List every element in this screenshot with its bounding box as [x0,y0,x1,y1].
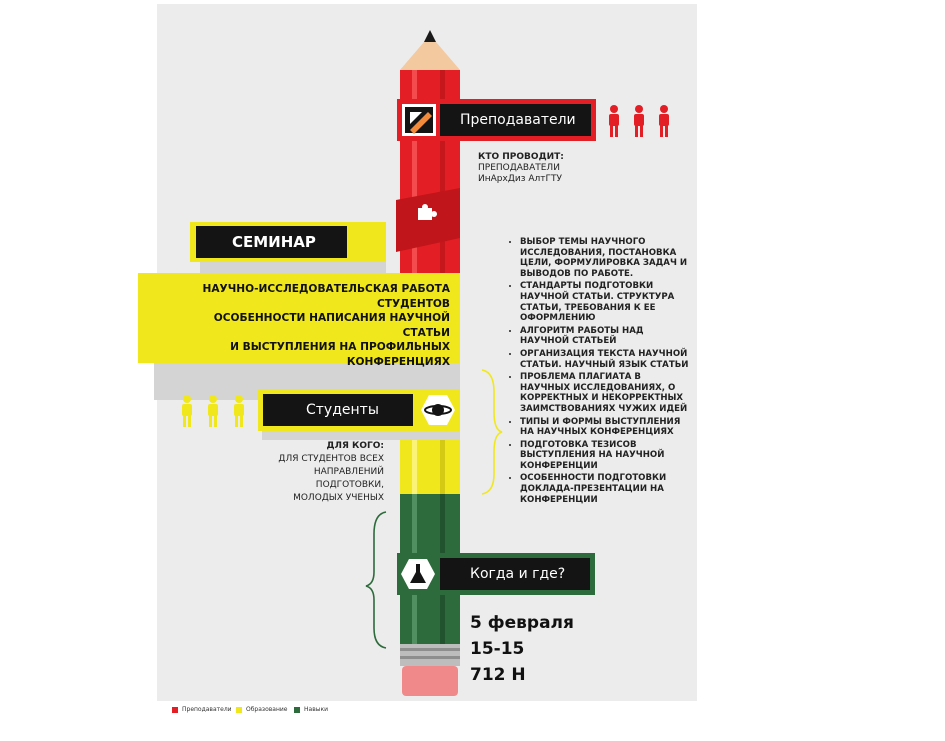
person-icon [182,395,192,427]
legend-swatch-yellow [236,707,242,713]
students-people [176,394,252,428]
students-label: Студенты [306,402,379,418]
topic-item: • ТИПЫ И ФОРМЫ ВЫСТУПЛЕНИЯ НА НАУЧНЫХ КОНФЕРЕНЦИЯХ [520,417,691,438]
topic-line: СТУДЕНТОВ [376,297,450,310]
legend-swatch-red [172,707,178,713]
teachers-icon-tile [402,104,436,136]
flask-icon [400,557,436,591]
legend-label: Образование [246,706,288,713]
who-line: ПРЕПОДАВАТЕЛИ [478,163,560,173]
person-icon [234,395,244,427]
legend-item-teachers [172,706,232,713]
legend-item-skills [294,706,328,713]
topic-title [168,282,450,370]
topics-list [506,237,691,507]
topic-item: • ПОДГОТОВКА ТЕЗИСОВ ВЫСТУПЛЕНИЯ НА НАУЧНОЙ КОНФЕРЕНЦИИ [520,440,691,472]
for-whom-title: ДЛЯ КОГО: [326,441,384,451]
topic-line: НАУЧНО-ИССЛЕДОВАТЕЛЬСКАЯ РАБОТА [202,283,450,295]
topic-line: ОСОБЕННОСТИ НАПИСАНИЯ НАУЧНОЙ СТАТЬИ [213,312,450,339]
topic-line: И ВЫСТУПЛЕНИЯ НА ПРОФИЛЬНЫХ [230,341,450,354]
topic-item: • АЛГОРИТМ РАБОТЫ НАД НАУЧНОЙ СТАТЬЕЙ [520,326,691,347]
pencil-graphite-tip [424,30,436,42]
legend-item-education [236,706,288,713]
topics-bracket [482,370,502,494]
pencil-ferrule [400,644,460,666]
for-whom-line: ПОДГОТОВКИ, [315,480,384,490]
for-whom-line: МОЛОДЫХ УЧЕНЫХ [293,493,384,503]
event-time: 15-15 [470,639,525,659]
person-icon [609,105,619,137]
when-bracket [366,512,386,648]
when-label: Когда и где? [470,566,566,582]
topic-item: • ОРГАНИЗАЦИЯ ТЕКСТА НАУЧНОЙ СТАТЬИ. НАУЧНЫЙ ЯЗЫК СТАТЬИ [520,349,691,370]
who-block [478,152,564,185]
person-icon [659,105,669,137]
pencil-ferrule-band-2 [400,656,460,659]
event-date: 5 февраля [470,613,574,633]
who-line: ИнАрхДиз АлтГТУ [478,174,562,184]
pencil-ferrule-band-1 [400,648,460,651]
pen-nib-icon [402,104,436,136]
person-icon [634,105,644,137]
person-icon [208,395,218,427]
legend-swatch-green [294,707,300,713]
topic-item: • ВЫБОР ТЕМЫ НАУЧНОГО ИССЛЕДОВАНИЯ, ПОСТАНОВКА ЦЕЛИ, ФОРМУЛИРОВКА ЗАДАЧ И ВЫВОДОВ ПО РАБОТЕ. [520,237,691,279]
pencil-eraser [402,666,458,696]
topic-line: КОНФЕРЕНЦИЯХ [346,355,450,368]
topic-item: • ОСОБЕННОСТИ ПОДГОТОВКИ ДОКЛАДА-ПРЕЗЕНТАЦИИ НА КОНФЕРЕНЦИИ [520,473,691,505]
who-title: КТО ПРОВОДИТ: [478,152,564,162]
seminar-label: СЕМИНАР [232,233,316,251]
legend-label: Навыки [304,706,328,713]
for-whom-line: НАПРАВЛЕНИЙ [313,467,384,477]
planet-icon [420,393,456,427]
legend-label: Преподаватели [182,706,232,713]
for-whom-line: ДЛЯ СТУДЕНТОВ ВСЕХ [278,454,384,464]
pencil-wood-tip [400,42,460,70]
students-shadow [262,430,460,440]
event-room: 712 Н [470,665,526,685]
teachers-label: Преподаватели [460,112,576,128]
event-details [470,610,574,688]
topic-item: • ПРОБЛЕМА ПЛАГИАТА В НАУЧНЫХ ИССЛЕДОВАНИЯХ, О КОРРЕКТНЫХ И НЕКОРРЕКТНЫХ ЗАИМСТВОВАНИЯХ ЧУЖИХ ИДЕЙ [520,372,691,414]
for-whom-block [270,440,384,505]
teachers-people [603,104,675,138]
topic-item: • СТАНДАРТЫ ПОДГОТОВКИ НАУЧНОЙ СТАТЬИ. СТРУКТУРА СТАТЬИ, ТРЕБОВАНИЯ К ЕЕ ОФОРМЛЕНИЮ [520,281,691,323]
